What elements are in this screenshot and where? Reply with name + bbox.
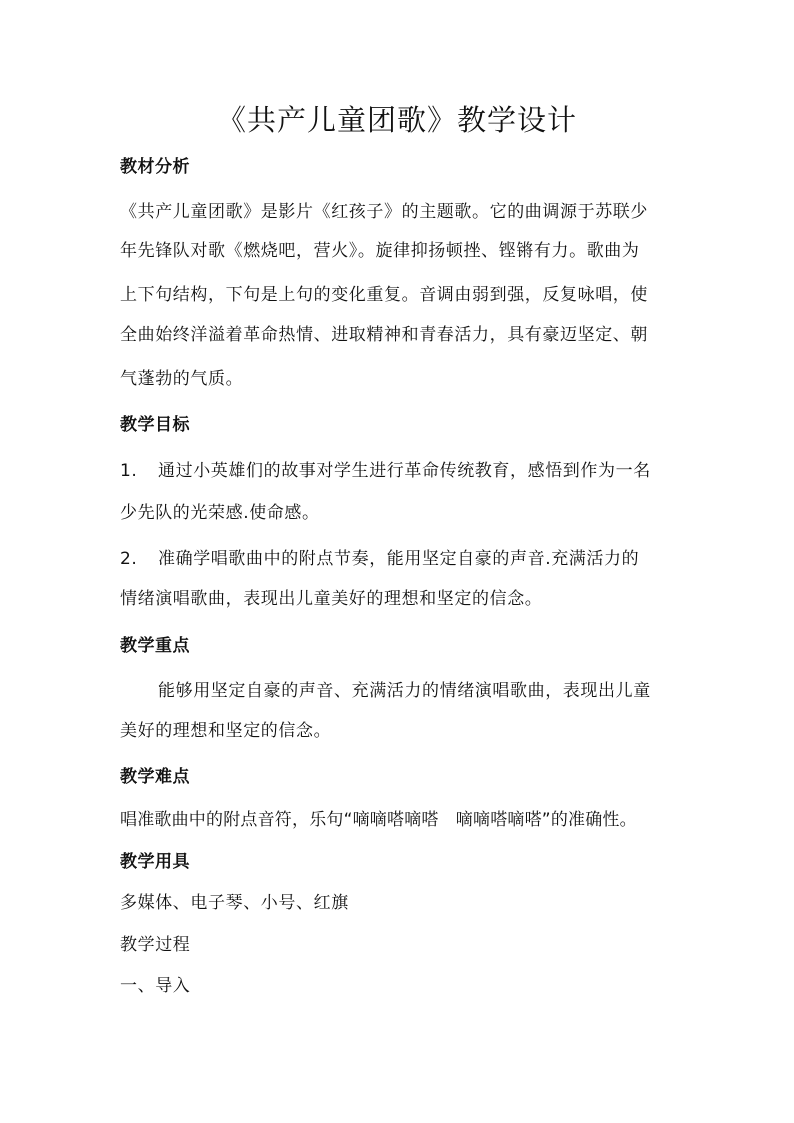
section-heading-analysis: 教材分析 bbox=[120, 157, 190, 177]
tools-line: 多媒体、电子琴、小号、红旗 bbox=[120, 893, 349, 913]
analysis-line: 上下句结构，下句是上句的变化重复。音调由弱到强，反复咏唱，使 bbox=[120, 285, 648, 305]
goal-text: 通过小英雄们的故事对学生进行革命传统教育，感悟到作为一名 bbox=[158, 461, 651, 481]
goal-item-2-cont: 情绪演唱歌曲，表现出儿童美好的理想和坚定的信念。 bbox=[120, 589, 543, 609]
section-heading-process: 教学过程 bbox=[120, 935, 191, 955]
section-heading-key-points: 教学重点 bbox=[120, 636, 190, 656]
section-heading-difficulties: 教学难点 bbox=[120, 767, 190, 787]
goal-item-1-cont: 少先队的光荣感.使命感。 bbox=[120, 503, 320, 523]
goal-item-2 bbox=[120, 544, 639, 569]
key-points-line: 美好的理想和坚定的信念。 bbox=[120, 721, 332, 741]
list-number: 2. bbox=[120, 549, 138, 569]
key-points-line: 能够用坚定自豪的声音、充满活力的情绪演唱歌曲，表现出儿童 bbox=[158, 681, 651, 701]
goal-item-1 bbox=[120, 456, 651, 481]
goal-text: 准确学唱歌曲中的附点节奏，能用坚定自豪的声音.充满活力的 bbox=[158, 549, 640, 569]
page-title: 《共产儿童团歌》教学设计 bbox=[216, 103, 577, 137]
analysis-line: 气蓬勃的气质。 bbox=[120, 369, 244, 389]
analysis-line: 年先锋队对歌《燃烧吧，营火》。旋律抑扬顿挫、铿锵有力。歌曲为 bbox=[120, 241, 640, 261]
section-heading-goals: 教学目标 bbox=[120, 415, 190, 435]
section-heading-tools: 教学用具 bbox=[120, 852, 190, 872]
difficulties-line: 唱准歌曲中的附点音符，乐句“嘀嘀嗒嘀嗒 嘀嘀嗒嘀嗒”的准确性。 bbox=[120, 810, 637, 830]
list-number: 1. bbox=[120, 461, 138, 481]
process-step-1: 一、导入 bbox=[120, 976, 191, 996]
analysis-line: 《共产儿童团歌》是影片《红孩子》的主题歌。它的曲调源于苏联少 bbox=[120, 202, 648, 222]
analysis-line: 全曲始终洋溢着革命热情、进取精神和青春活力，具有豪迈坚定、朝 bbox=[120, 325, 648, 345]
